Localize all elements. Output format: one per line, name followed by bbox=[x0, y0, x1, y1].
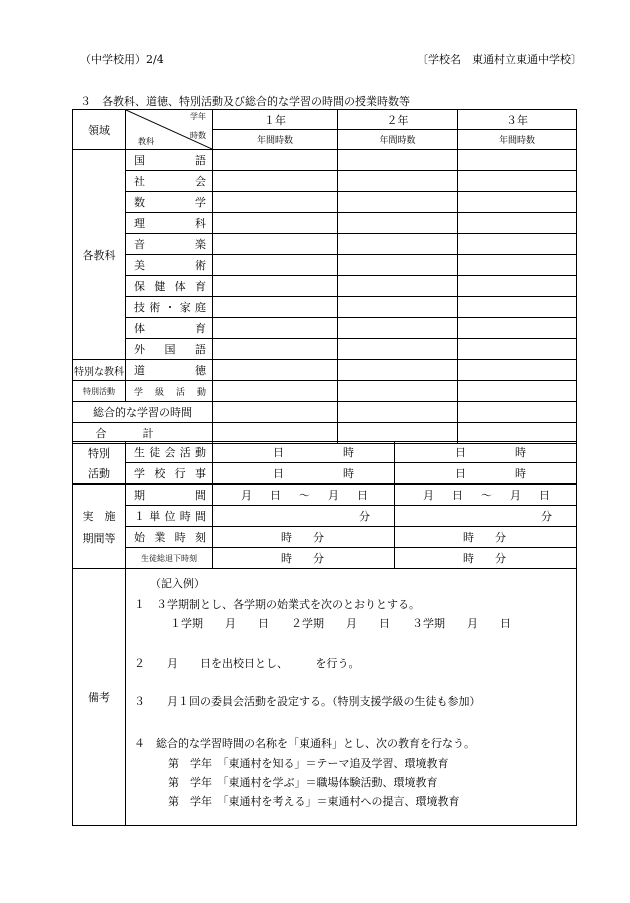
hours-table bbox=[72, 109, 577, 444]
annual-hours-header-2: 年間時数 bbox=[338, 130, 458, 150]
diag-hours-label: 時数 bbox=[190, 131, 206, 140]
diag-subject-label: 教科 bbox=[138, 137, 154, 146]
note-2: ２ 月 日を出校日とし、 を行う。 bbox=[134, 657, 360, 670]
implementation-period-table: 実 施 期間等 期間 月 日 ～ 月 日 月 日 ～ 月 日 １単位時間 分 分 始業時刻 時 分 時 分 生徒総退下時刻 時 分 時 分 備考 （記入例） １ ３学期制とし、各学期の始業式を次のとおりとする。 １学期 月 日 ２学期 月 日 ３学期 月 日 ２ 月 日を出校日とし、 を行う。 ３ 月１回の委員会活動を設定する。（特別支援学級の生徒も参加） ４ 総合的な学習時間の名称を「東通科」とし、次の教育を行なう。 第 学年 「東通村を知る」＝テーマ追及学習、環境教育 第 学年 「東通村を学ぶ」＝職場体験活動、環境教育 第 学年 「東通村を考える」＝東通村への提言、環境教育 bbox=[72, 484, 577, 826]
subject-gijutsu-katei: 技術・家庭 bbox=[126, 297, 213, 318]
annual-hours-header-3: 年間時数 bbox=[458, 130, 577, 150]
subject-kokugo: 国語 bbox=[126, 150, 213, 171]
grade-3-header: ３年 bbox=[458, 110, 577, 130]
jisshi-kikan-group: 実 施 期間等 bbox=[73, 485, 126, 569]
subject-shakai: 社会 bbox=[126, 171, 213, 192]
sougou-label: 総合的な学習の時間 bbox=[73, 402, 213, 423]
subject-rika: 理科 bbox=[126, 213, 213, 234]
section-title: ３ 各教科、道徳、特別活動及び総合的な学習の時間の授業時数等 bbox=[80, 95, 410, 108]
note-example: （記入例） bbox=[150, 577, 205, 590]
subject-sugaku: 数学 bbox=[126, 192, 213, 213]
note-4-b: 第 学年 「東通村を学ぶ」＝職場体験活動、環境教育 bbox=[168, 776, 438, 789]
gakkou-gyouji-label: 学校行事 bbox=[126, 463, 213, 484]
note-4-c: 第 学年 「東通村を考える」＝東通村への提言、環境教育 bbox=[168, 795, 460, 808]
subject-taiiku: 体育 bbox=[126, 318, 213, 339]
goukei-label: 合計 bbox=[73, 423, 213, 444]
gakkyu-katsudo-label: 学級活動 bbox=[126, 381, 213, 402]
tokubetsu-katsudo-group: 特別 活動 bbox=[73, 442, 126, 484]
tokubetsu-kyouka-label: 特別な教科 bbox=[73, 360, 126, 381]
header-school-level: （中学校用）2/4 bbox=[80, 53, 164, 66]
ryoiki-header: 領域 bbox=[73, 110, 126, 150]
tani-jikan-label: １単位時間 bbox=[126, 506, 213, 527]
group-kakukyouka: 各教科 bbox=[73, 150, 126, 360]
header-school-name: 〔学校名 東通村立東通中学校〕 bbox=[417, 53, 582, 66]
doutoku-label: 道徳 bbox=[126, 360, 213, 381]
bikou-label: 備考 bbox=[73, 569, 126, 826]
note-1: １ ３学期制とし、各学期の始業式を次のとおりとする。 bbox=[134, 598, 420, 611]
shigyo-jikoku-label: 始業時刻 bbox=[126, 527, 213, 548]
note-4-a: 第 学年 「東通村を知る」＝テーマ追及学習、環境教育 bbox=[168, 757, 449, 770]
diag-grade-label: 学年 bbox=[190, 112, 206, 121]
grade-1-header: １年 bbox=[213, 110, 338, 130]
grade-2-header: ２年 bbox=[338, 110, 458, 130]
subject-hoken-taiiku: 保健体育 bbox=[126, 276, 213, 297]
subject-gaikokugo: 外国語 bbox=[126, 339, 213, 360]
annual-hours-header-1: 年間時数 bbox=[213, 130, 338, 150]
subject-bijutsu: 美術 bbox=[126, 255, 213, 276]
note-1-sub: １学期 月 日 ２学期 月 日 ３学期 月 日 bbox=[170, 617, 511, 630]
gekou-jikoku-label: 生徒総退下時刻 bbox=[126, 548, 213, 569]
bikou-content bbox=[126, 569, 577, 826]
note-3: ３ 月１回の委員会活動を設定する。（特別支援学級の生徒も参加） bbox=[134, 695, 481, 708]
seitokai-katsudo-label: 生徒会活動 bbox=[126, 442, 213, 463]
note-4: ４ 総合的な学習時間の名称を「東通科」とし、次の教育を行なう。 bbox=[134, 737, 475, 750]
special-activities-table: 特別 活動 生徒会活動 日 時 日 時 学校行事 日 時 日 時 bbox=[72, 441, 577, 484]
diagonal-header-cell bbox=[126, 110, 213, 150]
kikan-label: 期間 bbox=[126, 485, 213, 506]
tokubetsu-katsudo-label: 特別活動 bbox=[73, 381, 126, 402]
subject-ongaku: 音楽 bbox=[126, 234, 213, 255]
